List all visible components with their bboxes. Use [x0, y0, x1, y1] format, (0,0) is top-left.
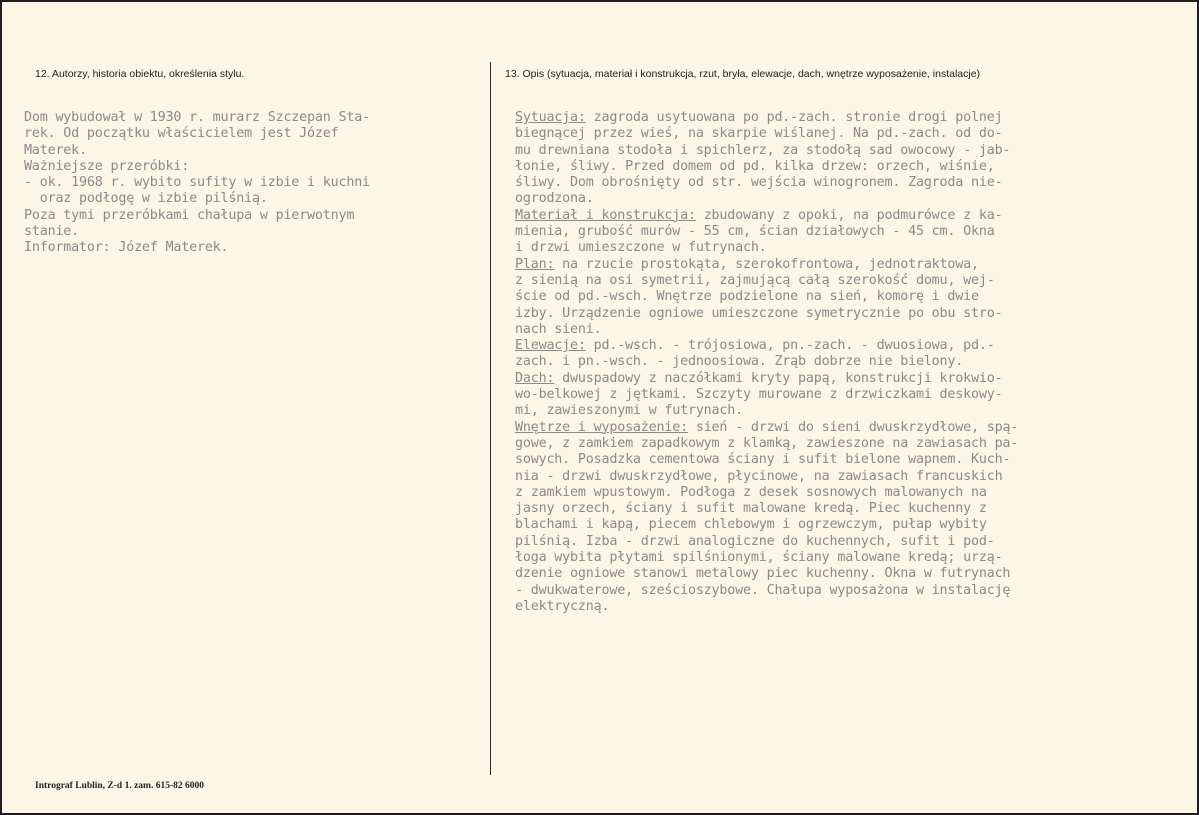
typed-line-text: - dwukwaterowe, sześcioszybowe. Chałupa wyposażona w instalację — [515, 582, 1011, 598]
typed-line — [515, 517, 1018, 533]
typed-line-text: łoga wybita płytami spilśnionymi, ściany malowane kredą; urzą- — [515, 550, 1003, 566]
typed-line — [515, 110, 1018, 126]
underlined-section-label: Elewacje: — [515, 338, 586, 354]
typed-line-text: ogrodzona. — [515, 191, 594, 207]
typed-line — [515, 159, 1018, 175]
typed-line-text: gowe, z zamkiem zapadkowym z klamką, zawieszone na zawiasach pa- — [515, 435, 1019, 451]
typed-line — [515, 208, 1018, 224]
typed-line: Informator: Józef Materek. — [24, 240, 229, 256]
typed-line — [515, 338, 1018, 354]
typed-line-text: mienia, grubość murów - 55 cm, ścian działowych - 45 cm. Okna — [515, 224, 995, 240]
typed-line — [515, 175, 1018, 191]
typed-line-text: sowych. Posadzka cementowa ściany i sufit bielone wapnem. Kuch- — [515, 452, 1011, 468]
typed-line — [515, 436, 1018, 452]
typed-line — [515, 550, 1018, 566]
typed-line — [515, 371, 1018, 387]
typed-line: Poza tymi przeróbkami chałupa w pierwotnym — [24, 207, 355, 223]
typed-line-text: zagroda usytuowana po pd.-zach. stronie drogi polnej — [585, 110, 1003, 125]
typed-line-text: wo-belkowej z jętkami. Szczyty murowane z drzwiczkami deskowy- — [515, 387, 1003, 403]
typed-line-text: jasny orzech, ściany i sufit malowane kredą. Piec kuchenny z — [515, 501, 987, 517]
typed-line-text: ście od pd.-wsch. Wnętrze podzielone na sień, komorę i dwie — [515, 289, 979, 305]
typed-line: rek. Od początku właścicielem jest Józef — [24, 126, 339, 142]
printer-imprint: Intrograf Lublin, Z-d 1. zam. 615-82 6000 — [35, 781, 204, 791]
typed-line: - ok. 1968 r. wybito sufity w izbie i kuchni — [24, 175, 370, 191]
section-13-typed-text — [515, 110, 1018, 615]
typed-line: oraz podłogę w izbie pilśnią. — [24, 191, 268, 207]
section-13-header: 13. Opis (sytuacja, materiał i konstrukcja, rzut, bryła, elewacje, dach, wnętrze wyposażenie, instalacje) — [505, 68, 981, 80]
typed-line: Materek. — [24, 142, 87, 158]
typed-line-text: mi, zawieszonymi w futrynach. — [515, 403, 743, 419]
typed-line-text: na rzucie prostokąta, szerokofrontowa, jednotraktowa, — [554, 256, 979, 272]
typed-line — [515, 387, 1018, 403]
typed-line-text: zbudowany z opoki, na podmurówce z ka- — [695, 207, 1003, 223]
typed-line-text: biegnącej przez wieś, na skarpie wiślanej. Na pd.-zach. od do- — [515, 126, 1003, 142]
underlined-section-label: Materiał i konstrukcja: — [515, 207, 696, 223]
column-divider — [490, 62, 491, 775]
section-12-header: 12. Autorzy, historia obiektu, określenia stylu. — [35, 68, 245, 80]
typed-line — [515, 566, 1018, 582]
typed-line-text: pd.-wsch. - trójosiowa, pn.-zach. - dwuosiowa, pd.- — [585, 338, 995, 354]
typed-line-text: dwuspadowy z naczółkami kryty papą, konstrukcji krokwio- — [554, 370, 1003, 386]
typed-line-text: łonie, śliwy. Przed domem od pd. kilka drzew: orzech, wiśnie, — [515, 158, 995, 174]
typed-line: stanie. — [24, 224, 80, 240]
typed-line-text: dzenie ogniowe stanowi metalowy piec kuchenny. Okna w futrynach — [515, 566, 1011, 582]
typed-line — [515, 501, 1018, 517]
typed-line — [515, 257, 1018, 273]
typed-line: Ważniejsze przeróbki: — [24, 158, 190, 174]
typed-line — [515, 452, 1018, 468]
typed-line-text: sień - drzwi do sieni dwuskrzydłowe, spą- — [687, 419, 1019, 435]
typed-line-text: mu drewniana stodoła i spichlerz, za stodołą sad owocowy - jab- — [515, 142, 1011, 158]
typed-line-text: pilśnią. Izba - drzwi analogiczne do kuchennych, sufit i pod- — [515, 533, 995, 549]
typed-line-text: śliwy. Dom obrośnięty od str. wejścia winogronem. Zagroda nie- — [515, 175, 1003, 191]
typed-line — [515, 143, 1018, 159]
typed-line — [515, 534, 1018, 550]
typed-line-text: nach sieni. — [515, 321, 602, 337]
typed-line — [515, 354, 1018, 370]
typed-line — [515, 191, 1018, 207]
typed-line — [515, 306, 1018, 322]
typed-line-text: blachami i kapą, piecem chlebowym i ogrzewczym, pułap wybity — [515, 517, 987, 533]
typed-line — [515, 289, 1018, 305]
underlined-section-label: Dach: — [515, 370, 555, 386]
typed-line — [515, 273, 1018, 289]
typed-line-text: i drzwi umieszczone w futrynach. — [515, 240, 767, 256]
section-12-typed-text — [24, 110, 370, 257]
typed-line-text: z sienią na osi symetrii, zajmującą całą szerokość domu, wej- — [515, 272, 995, 288]
typed-line: Dom wybudował w 1930 r. murarz Szczepan Sta- — [24, 110, 370, 125]
typed-line-text: elektryczną. — [515, 598, 610, 614]
underlined-section-label: Wnętrze i wyposażenie: — [515, 419, 688, 435]
typed-line — [515, 599, 1018, 615]
typed-line-text: nia - drzwi dwuskrzydłowe, płycinowe, na zawiasach francuskich — [515, 468, 1003, 484]
typed-line — [515, 126, 1018, 142]
underlined-section-label: Plan: — [515, 256, 555, 272]
typed-line — [515, 224, 1018, 240]
typed-line — [515, 322, 1018, 338]
underlined-section-label: Sytuacja: — [515, 110, 586, 125]
typed-line-text: z zamkiem wpustowym. Podłoga z desek sosnowych malowanych na — [515, 484, 987, 500]
typed-line-text: zach. i pn.-wsch. - jednoosiowa. Zrąb dobrze nie bielony. — [515, 354, 964, 370]
typed-line — [515, 240, 1018, 256]
typed-line — [515, 469, 1018, 485]
typed-line-text: izby. Urządzenie ogniowe umieszczone symetrycznie po obu stro- — [515, 305, 1003, 321]
typed-line — [515, 485, 1018, 501]
typed-line — [515, 420, 1018, 436]
typed-line — [515, 583, 1018, 599]
typed-line — [515, 403, 1018, 419]
